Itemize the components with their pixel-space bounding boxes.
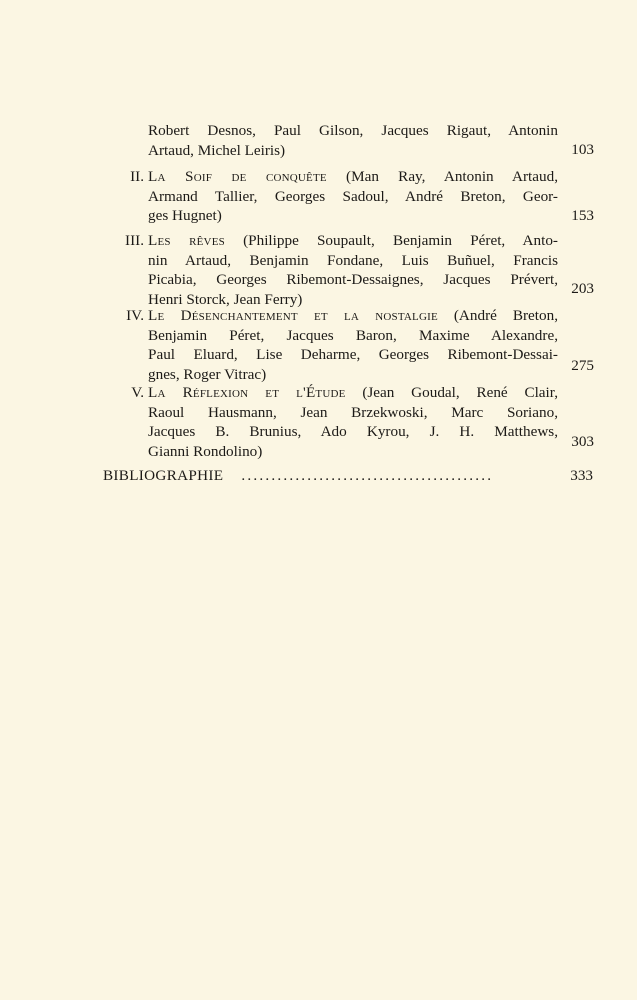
bibliography-label: BIBLIOGRAPHIE (103, 467, 224, 484)
toc-numeral: V. (131, 384, 144, 401)
toc-line: (André Breton, (437, 307, 558, 324)
toc-line: nin Artaud, Benjamin Fondane, Luis Buñuel, Francis (148, 251, 558, 269)
toc-numeral: IV. (126, 307, 144, 324)
toc-line: Jacques B. Brunius, Ado Kyrou, J. H. Matthews, (148, 423, 558, 441)
toc-page-number: 275 (571, 357, 594, 374)
toc-title: La Soif de conquête (148, 168, 327, 185)
dot-leader: .......................................... (241, 467, 494, 484)
bibliography-page-number: 333 (570, 467, 593, 484)
toc-page-number: 153 (571, 207, 594, 224)
toc-line: (Jean Goudal, René Clair, (345, 384, 558, 401)
toc-line-first (148, 306, 558, 326)
toc-title: La Réflexion et l'Étude (148, 384, 346, 401)
toc-line: Picabia, Georges Ribemont-Dessaignes, Jacques Prévert, (148, 271, 558, 289)
toc-bibliography (103, 466, 593, 486)
toc-line: Robert Desnos, Paul Gilson, Jacques Rigaut, Antonin (148, 122, 558, 139)
toc-title: Les rêves (148, 232, 225, 249)
toc-entry-5 (148, 383, 558, 461)
toc-line: Raoul Hausmann, Jean Brzekwoski, Marc Soriano, (148, 403, 558, 421)
toc-line: Henri Storck, Jean Ferry) (148, 290, 303, 308)
toc-numeral: III. (125, 232, 144, 249)
toc-line: Benjamin Péret, Jacques Baron, Maxime Alexandre, (148, 326, 558, 344)
toc-line: (Philippe Soupault, Benjamin Péret, Anto- (224, 232, 558, 249)
toc-page-number: 203 (571, 280, 594, 297)
toc-title: Le Désenchantement et la nostalgie (148, 307, 438, 324)
toc-line: ges Hugnet) (148, 207, 222, 225)
toc-line-first (148, 231, 558, 251)
toc-line: Paul Eluard, Lise Deharme, Georges Ribemont-Dessai- (148, 346, 558, 364)
toc-line: (Man Ray, Antonin Artaud, (326, 168, 558, 185)
toc-page-number: 303 (571, 433, 594, 450)
toc-entry-3 (148, 231, 558, 309)
toc-line: Armand Tallier, Georges Sadoul, André Breton, Geor- (148, 187, 558, 205)
toc-numeral: II. (130, 168, 144, 185)
toc-entry-2 (148, 167, 558, 226)
toc-line-first (148, 383, 558, 403)
toc-line: Gianni Rondolino) (148, 442, 263, 460)
toc-entry-continuation (148, 121, 558, 160)
toc-line: Artaud, Michel Leiris) (148, 141, 286, 159)
toc-line-first (148, 167, 558, 187)
toc-page-number: 103 (571, 141, 594, 158)
toc-entry-4 (148, 306, 558, 384)
toc-line: gnes, Roger Vitrac) (148, 365, 267, 383)
